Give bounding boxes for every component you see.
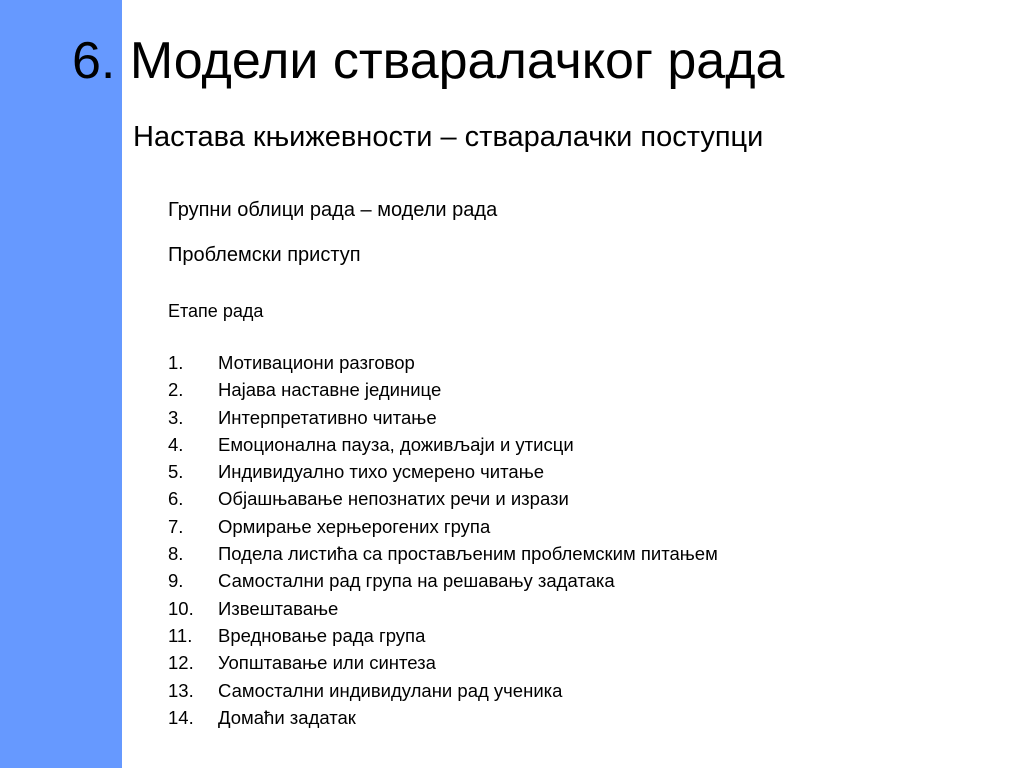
list-item-number: 7. (168, 515, 184, 537)
list-item-number: 12. (168, 652, 194, 674)
list-item-text: Најава наставне јединице (218, 379, 442, 401)
list-item-number: 11. (168, 624, 193, 646)
list-item (168, 649, 718, 676)
slide-title: 6. Модели стваралачког рада (72, 32, 785, 90)
list-item-text: Извештавање (218, 597, 339, 619)
list-item-text: Мотивациони разговор (218, 352, 415, 373)
list-item-text: Подела листића са простављеним проблемским питањем (218, 543, 718, 565)
list-item-text: Емоционална пауза, доживљаји и утисци (218, 433, 574, 455)
list-item (168, 567, 718, 594)
text-work-stages: Етапе рада (168, 301, 264, 321)
slide-subtitle: Настава књижевности – стваралачки поступци (133, 121, 764, 153)
list-item-number: 9. (168, 570, 184, 592)
list-item-text: Самостални индивидулани рад ученика (218, 679, 563, 701)
list-item-text: Уопштавање или синтеза (218, 652, 436, 674)
stages-list (168, 349, 718, 731)
list-item-text: Индивидуално тихо усмерено читање (218, 461, 545, 483)
text-problem-approach: Проблемски приступ (168, 244, 361, 266)
list-item-text: Домаћи задатак (218, 706, 356, 728)
list-item-text: Објашњавање непознатих речи и изрази (218, 488, 569, 510)
list-item (168, 540, 718, 567)
list-item-text: Самостални рад група на решавању задатака (218, 570, 615, 592)
list-item (168, 622, 718, 649)
list-item (168, 704, 718, 731)
list-item (168, 513, 718, 540)
list-item (168, 485, 718, 512)
list-item-number: 5. (168, 461, 184, 483)
list-item-text: Интерпретативно читање (218, 406, 437, 428)
list-item-number: 6. (168, 488, 184, 510)
list-item-number: 8. (168, 543, 184, 565)
list-item-number: 13. (168, 679, 194, 701)
list-item (168, 349, 718, 376)
list-item-number: 14. (168, 706, 194, 728)
list-item (168, 404, 718, 431)
text-group-work: Групни облици рада – модели рада (168, 199, 498, 221)
list-item-number: 10. (168, 597, 194, 619)
list-item-text: Ормирање херњерогених група (218, 515, 491, 537)
list-item (168, 431, 718, 458)
list-item (168, 458, 718, 485)
list-item (168, 376, 718, 403)
list-item-text: Вредновање рада група (218, 624, 426, 646)
list-item-number: 2. (168, 379, 184, 401)
list-item-number: 4. (168, 433, 184, 455)
list-item-number: 1. (168, 352, 184, 373)
list-item-number: 3. (168, 406, 184, 428)
side-accent-bar (0, 0, 122, 768)
list-item (168, 595, 718, 622)
list-item (168, 677, 718, 704)
